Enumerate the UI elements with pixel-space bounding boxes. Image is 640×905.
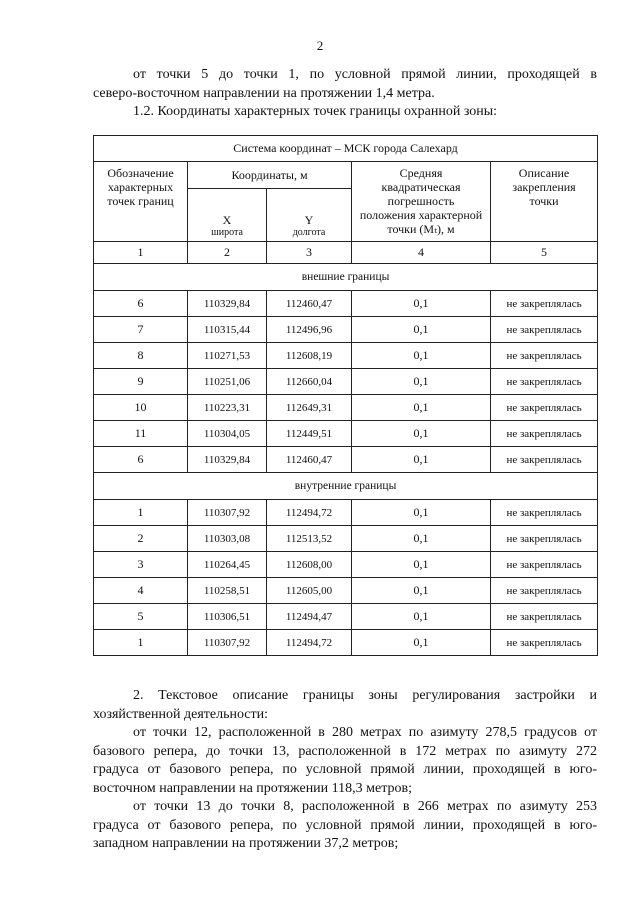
fixing-description: не закреплялась — [491, 578, 598, 604]
column-number: 1 — [94, 242, 188, 264]
paragraph-1-line: от точки 12, расположенной в 280 метрах по азимуту 278,5 градусов от — [133, 725, 597, 740]
section2-heading-line-1: 2. Текстовое описание границы зоны регулирования застройки и — [133, 688, 597, 703]
table-row — [94, 552, 598, 578]
inner-boundary-title: внутренние границы — [94, 473, 598, 500]
x-coordinate: 110306,51 — [188, 604, 267, 630]
intro-paragraph — [93, 66, 597, 103]
table-row — [94, 343, 598, 369]
column-number: 5 — [491, 242, 598, 264]
point-id: 3 — [94, 552, 188, 578]
mean-error: 0,1 — [352, 291, 491, 317]
x-coordinate: 110307,92 — [188, 630, 267, 656]
x-coordinate: 110223,31 — [188, 395, 267, 421]
y-coordinate: 112494,72 — [267, 500, 352, 526]
y-coordinate: 112660,04 — [267, 369, 352, 395]
header-designation-line: Обозначение — [107, 166, 174, 180]
column-number: 3 — [267, 242, 352, 264]
column-number: 2 — [188, 242, 267, 264]
paragraph-1-line: базового репера, до точки 13, расположенной в 172 метрах по азимуту 272 — [93, 743, 597, 759]
section2-paragraph-1 — [93, 724, 597, 798]
x-coordinate: 110329,84 — [188, 291, 267, 317]
header-error-line: положения характерной — [359, 208, 483, 222]
section2-paragraph-2 — [93, 798, 597, 854]
header-y-sub: долгота — [292, 226, 326, 238]
y-coordinate: 112460,47 — [267, 291, 352, 317]
point-id: 7 — [94, 317, 188, 343]
x-coordinate: 110271,53 — [188, 343, 267, 369]
header-designation-line: характерных — [107, 180, 174, 194]
mean-error: 0,1 — [352, 447, 491, 473]
table-row — [94, 291, 598, 317]
fixing-description: не закреплялась — [491, 343, 598, 369]
x-coordinate: 110264,45 — [188, 552, 267, 578]
x-coordinate: 110304,05 — [188, 421, 267, 447]
section-heading-text: 1.2. Координаты характерных точек границы охранной зоны: — [133, 104, 498, 119]
header-fixing-line: закрепления — [512, 180, 576, 194]
header-error-line: точки (Mₜ), м — [387, 222, 455, 236]
outer-boundary-title: внешние границы — [94, 264, 598, 291]
fixing-description: не закреплялась — [491, 369, 598, 395]
fixing-description: не закреплялась — [491, 552, 598, 578]
point-id: 8 — [94, 343, 188, 369]
header-fixing — [491, 162, 598, 242]
intro-line-2: северо-восточном направлении на протяжении 1,4 метра. — [93, 85, 435, 101]
coordinates-table — [93, 135, 598, 656]
y-coordinate: 112605,00 — [267, 578, 352, 604]
paragraph-1-line: градуса от базового репера, по условной прямой линии, проходящей в юго- — [93, 762, 597, 777]
point-id: 5 — [94, 604, 188, 630]
y-coordinate: 112494,47 — [267, 604, 352, 630]
header-error-line: квадратическая — [381, 180, 461, 194]
x-coordinate: 110307,92 — [188, 500, 267, 526]
header-error-line: погрешность — [387, 194, 455, 208]
mean-error: 0,1 — [352, 343, 491, 369]
point-id: 1 — [94, 630, 188, 656]
mean-error: 0,1 — [352, 578, 491, 604]
y-coordinate: 112494,72 — [267, 630, 352, 656]
table-row — [94, 604, 598, 630]
fixing-description: не закреплялась — [491, 447, 598, 473]
y-coordinate: 112449,51 — [267, 421, 352, 447]
mean-error: 0,1 — [352, 395, 491, 421]
header-y-label: Y — [304, 212, 314, 227]
header-x-sub: широта — [211, 226, 243, 238]
section-heading — [133, 103, 597, 122]
header-fixing-line: Описание — [518, 166, 570, 180]
section2-heading — [93, 687, 597, 724]
point-id: 6 — [94, 447, 188, 473]
header-fixing-line: точки — [529, 194, 559, 208]
outer-boundary-group-row — [94, 264, 598, 291]
table-row — [94, 447, 598, 473]
mean-error: 0,1 — [352, 552, 491, 578]
y-coordinate: 112649,31 — [267, 395, 352, 421]
mean-error: 0,1 — [352, 604, 491, 630]
point-id: 4 — [94, 578, 188, 604]
header-error — [352, 162, 491, 242]
mean-error: 0,1 — [352, 630, 491, 656]
header-x — [188, 189, 267, 242]
mean-error: 0,1 — [352, 500, 491, 526]
header-x-label: X — [222, 212, 232, 227]
fixing-description: не закреплялась — [491, 500, 598, 526]
fixing-description: не закреплялась — [491, 291, 598, 317]
paragraph-2-line: от точки 13 до точки 8, расположенной в 266 метрах по азимуту 253 — [133, 799, 597, 814]
y-coordinate: 112608,00 — [267, 552, 352, 578]
fixing-description: не закреплялась — [491, 630, 598, 656]
x-coordinate: 110315,44 — [188, 317, 267, 343]
header-error-line: Средняя — [399, 166, 443, 180]
mean-error: 0,1 — [352, 369, 491, 395]
paragraph-2-line: градуса от базового репера, по условной прямой линии, проходящей в юго- — [93, 817, 597, 833]
fixing-description: не закреплялась — [491, 604, 598, 630]
mean-error: 0,1 — [352, 526, 491, 552]
paragraph-1-line: восточном направлении на протяжении 118,3 метров; — [93, 780, 413, 796]
inner-boundary-group-row — [94, 473, 598, 500]
fixing-description: не закреплялась — [491, 421, 598, 447]
table-row — [94, 526, 598, 552]
point-id: 10 — [94, 395, 188, 421]
table-row — [94, 421, 598, 447]
header-coordinates: Координаты, м — [188, 162, 352, 189]
coord-system-title: Система координат – МСК города Салехард — [94, 136, 598, 162]
intro-line-1: от точки 5 до точки 1, по условной прямой линии, проходящей в — [133, 67, 597, 82]
table-row — [94, 369, 598, 395]
fixing-description: не закреплялась — [491, 526, 598, 552]
section2-heading-line-2: хозяйственной деятельности: — [93, 706, 269, 722]
table-row — [94, 630, 598, 656]
fixing-description: не закреплялась — [491, 395, 598, 421]
header-y — [267, 189, 352, 242]
point-id: 9 — [94, 369, 188, 395]
point-id: 11 — [94, 421, 188, 447]
header-designation — [94, 162, 188, 242]
paragraph-2-line: западном направлении на протяжении 37,2 метров; — [93, 836, 399, 851]
column-number-row — [94, 242, 598, 264]
y-coordinate: 112513,52 — [267, 526, 352, 552]
page-number: 2 — [316, 38, 324, 53]
point-id: 1 — [94, 500, 188, 526]
point-id: 2 — [94, 526, 188, 552]
y-coordinate: 112496,96 — [267, 317, 352, 343]
mean-error: 0,1 — [352, 317, 491, 343]
x-coordinate: 110251,06 — [188, 369, 267, 395]
x-coordinate: 110329,84 — [188, 447, 267, 473]
mean-error: 0,1 — [352, 421, 491, 447]
header-designation-line: точек границ — [107, 194, 174, 208]
y-coordinate: 112608,19 — [267, 343, 352, 369]
fixing-description: не закреплялась — [491, 317, 598, 343]
table-row — [94, 395, 598, 421]
column-number: 4 — [352, 242, 491, 264]
point-id: 6 — [94, 291, 188, 317]
table-row — [94, 317, 598, 343]
y-coordinate: 112460,47 — [267, 447, 352, 473]
x-coordinate: 110258,51 — [188, 578, 267, 604]
table-row — [94, 500, 598, 526]
table-row — [94, 578, 598, 604]
x-coordinate: 110303,08 — [188, 526, 267, 552]
